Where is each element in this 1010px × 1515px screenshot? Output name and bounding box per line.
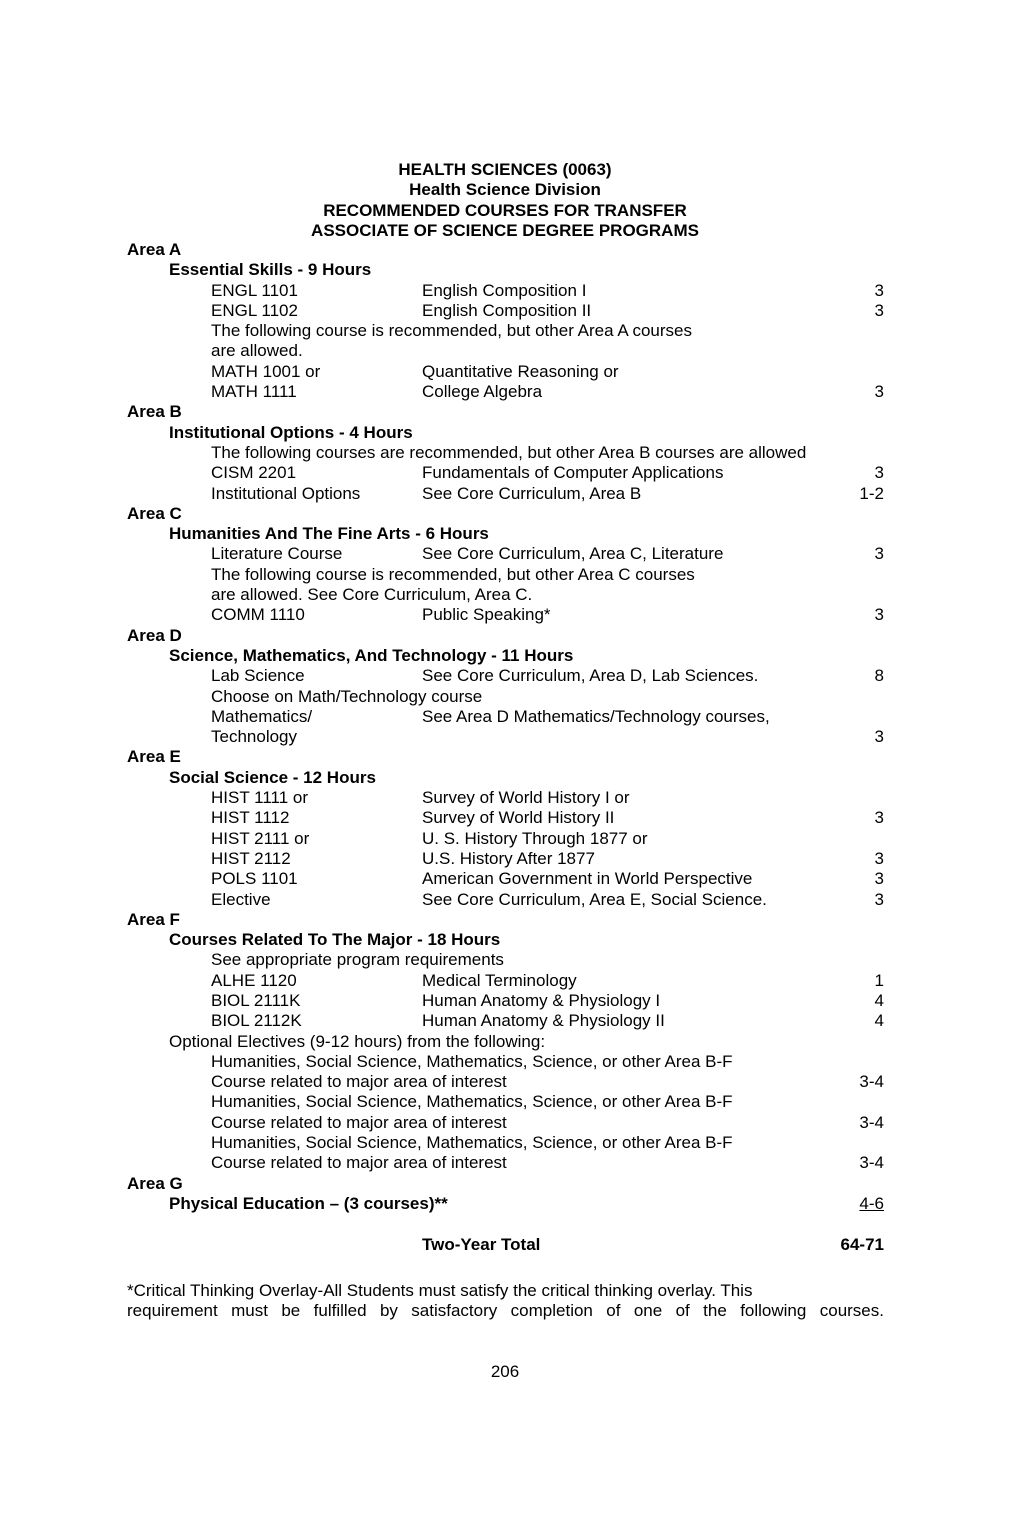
- credit-hours: 3: [874, 463, 884, 483]
- course-row: [0, 666, 1010, 686]
- course-code: HIST 2112: [211, 848, 291, 868]
- course-title: Human Anatomy & Physiology II: [422, 1011, 665, 1031]
- course-code: ENGL 1102: [211, 300, 298, 320]
- course-row: [0, 890, 1010, 910]
- course-row: [0, 281, 1010, 301]
- course-code: HIST 1112: [211, 808, 290, 828]
- course-code: HIST 2111 or: [211, 828, 310, 848]
- section-heading: Courses Related To The Major - 18 Hours: [169, 930, 501, 950]
- course-title: Human Anatomy & Physiology I: [422, 990, 661, 1010]
- heading-recommended: RECOMMENDED COURSES FOR TRANSFER: [323, 200, 687, 220]
- course-code: Course related to major area of interest: [211, 1072, 507, 1092]
- note-text: are allowed. See Core Curriculum, Area C.: [211, 585, 533, 605]
- area-heading: Area D: [127, 625, 182, 645]
- course-code: ENGL 1101: [211, 280, 298, 300]
- footnote-line: requirement must be fulfilled by satisfactory completion of one of the following courses.: [127, 1301, 884, 1321]
- course-row: [0, 605, 1010, 625]
- course-row: [0, 829, 1010, 849]
- credit-hours: 8: [874, 666, 884, 686]
- credit-hours: 3: [874, 848, 884, 868]
- document-header: [0, 160, 1010, 241]
- course-title: See Area D Mathematics/Technology courses,: [422, 706, 770, 726]
- credit-hours: 3: [874, 869, 884, 889]
- course-code: Mathematics/: [211, 706, 313, 726]
- footnote: [127, 1281, 884, 1322]
- course-row: [0, 808, 1010, 828]
- credit-hours: 3-4: [859, 1153, 884, 1173]
- course-row: [0, 1072, 1010, 1092]
- course-title: See Core Curriculum, Area B: [422, 483, 642, 503]
- course-title: Survey of World History II: [422, 808, 615, 828]
- course-title: See Core Curriculum, Area D, Lab Sciences.: [422, 666, 759, 686]
- course-title: Public Speaking*: [422, 605, 551, 625]
- course-list: [0, 240, 1010, 1255]
- section-heading: Essential Skills - 9 Hours: [169, 260, 372, 280]
- credit-hours: 4: [874, 1011, 884, 1031]
- course-code: BIOL 2112K: [211, 1011, 302, 1031]
- total-row: [0, 1235, 1010, 1255]
- course-title: See Core Curriculum, Area E, Social Science.: [422, 889, 767, 909]
- course-code: MATH 1111: [211, 382, 297, 402]
- course-title: Medical Terminology: [422, 970, 577, 990]
- heading-degree: ASSOCIATE OF SCIENCE DEGREE PROGRAMS: [311, 220, 699, 240]
- course-row: [0, 362, 1010, 382]
- course-code: ALHE 1120: [211, 970, 297, 990]
- credit-hours: 3: [874, 544, 884, 564]
- note-text: The following courses are recommended, but other Area B courses are allowed: [211, 442, 807, 462]
- course-row: [0, 484, 1010, 504]
- course-row: [0, 727, 1010, 747]
- course-row: [0, 463, 1010, 483]
- note-text: Humanities, Social Science, Mathematics, Science, or other Area B-F: [211, 1133, 733, 1153]
- course-title: Quantitative Reasoning or: [422, 361, 619, 381]
- course-row: [0, 1011, 1010, 1031]
- credit-hours: 1-2: [859, 483, 884, 503]
- course-row: [0, 1153, 1010, 1173]
- credit-hours: 4: [874, 990, 884, 1010]
- course-row: [0, 382, 1010, 402]
- course-code: BIOL 2111K: [211, 990, 301, 1010]
- course-code: MATH 1001 or: [211, 361, 321, 381]
- course-title: American Government in World Perspective: [422, 869, 753, 889]
- course-code: POLS 1101: [211, 869, 298, 889]
- area-heading: Area E: [127, 747, 181, 767]
- note-text: Optional Electives (9-12 hours) from the following:: [169, 1031, 546, 1051]
- area-heading: Area C: [127, 503, 182, 523]
- course-row: [0, 707, 1010, 727]
- section-heading-row: [0, 1194, 1010, 1214]
- course-title: English Composition I: [422, 280, 587, 300]
- credit-hours: 3: [874, 889, 884, 909]
- credit-hours: 3: [874, 808, 884, 828]
- section-heading: Physical Education – (3 courses)**: [169, 1193, 448, 1213]
- course-code: Institutional Options: [211, 483, 361, 503]
- credit-hours: 3-4: [859, 1072, 884, 1092]
- credit-hours: 3-4: [859, 1112, 884, 1132]
- course-code: Technology: [211, 727, 298, 747]
- note-text: Choose on Math/Technology course: [211, 686, 483, 706]
- course-title: Survey of World History I or: [422, 788, 630, 808]
- course-code: Elective: [211, 889, 271, 909]
- credit-hours: 3: [874, 300, 884, 320]
- note-text: Humanities, Social Science, Mathematics, Science, or other Area B-F: [211, 1051, 733, 1071]
- area-heading: Area F: [127, 909, 180, 929]
- credit-hours: 3: [874, 605, 884, 625]
- course-code: Course related to major area of interest: [211, 1153, 507, 1173]
- course-row: [0, 971, 1010, 991]
- course-title: Fundamentals of Computer Applications: [422, 463, 724, 483]
- area-heading: Area B: [127, 402, 182, 422]
- program-title: HEALTH SCIENCES (0063): [398, 160, 612, 179]
- course-row: [0, 544, 1010, 564]
- section-heading: Institutional Options - 4 Hours: [169, 422, 413, 442]
- credit-hours: 3: [874, 727, 884, 747]
- section-heading: Social Science - 12 Hours: [169, 767, 376, 787]
- course-title: U. S. History Through 1877 or: [422, 828, 648, 848]
- division-name: Health Science Division: [409, 180, 601, 200]
- total-label: Two-Year Total: [422, 1234, 541, 1254]
- course-row: [0, 869, 1010, 889]
- course-row: [0, 849, 1010, 869]
- note-text: The following course is recommended, but other Area A courses: [211, 321, 692, 341]
- course-title: See Core Curriculum, Area C, Literature: [422, 544, 724, 564]
- course-code: HIST 1111 or: [211, 788, 309, 808]
- course-code: Literature Course: [211, 544, 343, 564]
- credit-hours: 1: [874, 970, 884, 990]
- credit-hours: 3: [874, 280, 884, 300]
- course-code: Lab Science: [211, 666, 305, 686]
- course-title: U.S. History After 1877: [422, 848, 595, 868]
- course-row: [0, 788, 1010, 808]
- area-heading: Area A: [127, 240, 182, 259]
- note-text: are allowed.: [211, 341, 303, 361]
- total-value: 64-71: [840, 1234, 884, 1254]
- note-text: The following course is recommended, but other Area C courses: [211, 564, 695, 584]
- course-row: [0, 991, 1010, 1011]
- course-row: [0, 301, 1010, 321]
- course-code: Course related to major area of interest: [211, 1112, 507, 1132]
- course-title: English Composition II: [422, 300, 592, 320]
- credit-hours: 4-6: [859, 1193, 884, 1213]
- note-text: Humanities, Social Science, Mathematics, Science, or other Area B-F: [211, 1092, 733, 1112]
- footnote-line: *Critical Thinking Overlay-All Students must satisfy the critical thinking overlay. This: [127, 1281, 753, 1300]
- page-number: 206: [490, 1362, 520, 1381]
- section-heading: Science, Mathematics, And Technology - 11 Hours: [169, 645, 574, 665]
- course-row: [0, 1113, 1010, 1133]
- course-code: CISM 2201: [211, 463, 297, 483]
- note-text: See appropriate program requirements: [211, 950, 504, 970]
- course-title: College Algebra: [422, 382, 543, 402]
- course-code: COMM 1110: [211, 605, 305, 625]
- area-heading: Area G: [127, 1173, 183, 1193]
- credit-hours: 3: [874, 382, 884, 402]
- section-heading: Humanities And The Fine Arts - 6 Hours: [169, 524, 489, 544]
